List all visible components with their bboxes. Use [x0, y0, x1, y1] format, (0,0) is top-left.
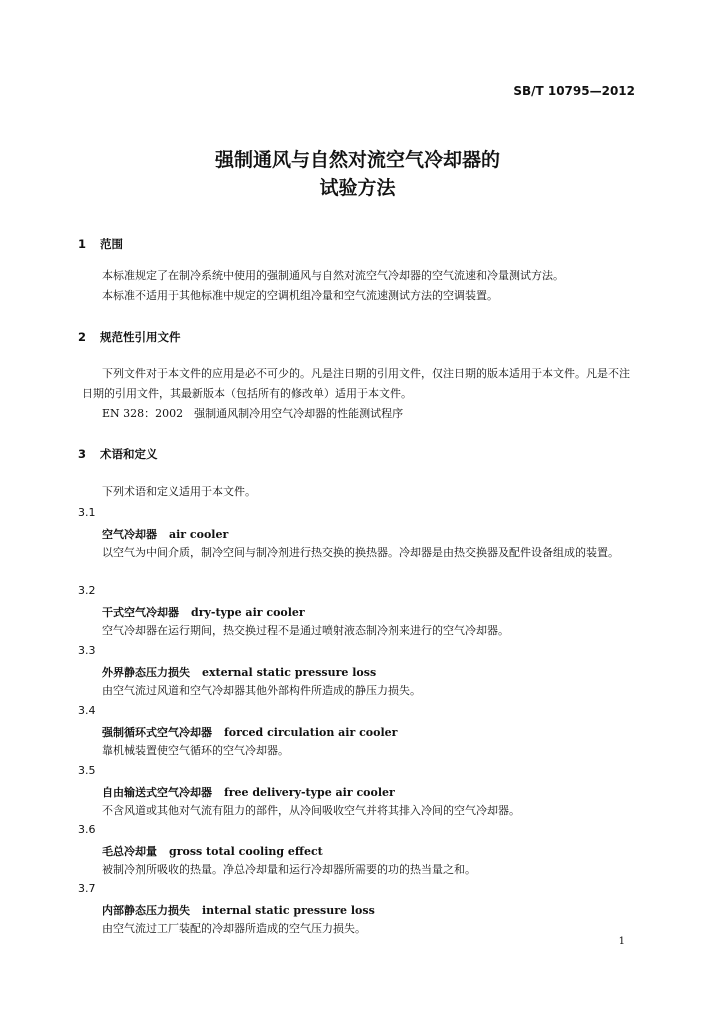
title-line-2: 试验方法: [319, 177, 396, 199]
term-heading: 外界静态压力损失 external static pressure loss: [102, 666, 377, 679]
term-heading: 干式空气冷却器 dry-type air cooler: [102, 606, 305, 619]
term-heading: 自由输送式空气冷却器 free delivery-type air cooler: [102, 786, 395, 799]
term-number: 3.4: [78, 704, 96, 717]
standard-code: SB/T 10795—2012: [513, 84, 635, 98]
section-1-heading: [78, 236, 123, 252]
section-2-heading: [78, 329, 181, 345]
term-definition: 靠机械装置使空气循环的空气冷却器。: [102, 744, 289, 757]
section-number: 3: [78, 447, 87, 461]
term-number: 3.3: [78, 644, 96, 657]
term-number: 3.7: [78, 882, 96, 895]
term-heading: 毛总冷却量 gross total cooling effect: [102, 845, 323, 858]
term-definition: 被制冷剂所吸收的热量。净总冷却量和运行冷却器所需要的功的热当量之和。: [102, 863, 476, 876]
section-3-heading: [78, 446, 158, 462]
term-number: 3.5: [78, 764, 96, 777]
term-definition: 由空气流过风道和空气冷却器其他外部构件所造成的静压力损失。: [102, 684, 421, 697]
section-2-paragraph: 下列文件对于本文件的应用是必不可少的。凡是注日期的引用文件，仅注日期的版本适用于本文件。凡是不注日期的引用文件，其最新版本（包括所有的修改单）适用于本文件。: [82, 367, 630, 400]
section-number: 2: [78, 330, 87, 344]
section-title: 规范性引用文件: [100, 330, 181, 344]
term-number: 3.2: [78, 584, 96, 597]
title-line-1: 强制通风与自然对流空气冷却器的: [214, 149, 500, 171]
term-definition: 以空气为中间介质，制冷空间与制冷剂进行热交换的换热器。冷却器是由热交换器及配件设备组成的装置。: [102, 546, 619, 559]
paragraph: 本标准规定了在制冷系统中使用的强制通风与自然对流空气冷却器的空气流速和冷量测试方法。: [102, 269, 564, 282]
document-title: [0, 146, 715, 202]
paragraph: 本标准不适用于其他标准中规定的空调机组冷量和空气流速测试方法的空调装置。: [102, 289, 498, 302]
term-heading: 内部静态压力损失 internal static pressure loss: [102, 904, 375, 917]
term-number: 3.1: [78, 506, 96, 519]
term-number: 3.6: [78, 823, 96, 836]
term-definition: 空气冷却器在运行期间，热交换过程不是通过喷射液态制冷剂来进行的空气冷却器。: [102, 624, 509, 637]
term-heading: 空气冷却器 air cooler: [102, 528, 229, 541]
section-title: 范围: [100, 237, 124, 251]
section-title: 术语和定义: [100, 447, 158, 461]
term-definition: 由空气流过工厂装配的冷却器所造成的空气压力损失。: [102, 922, 366, 935]
term-definition: 不含风道或其他对气流有阻力的部件，从冷间吸收空气并将其排入冷间的空气冷却器。: [102, 804, 520, 817]
section-1-body: [82, 266, 634, 306]
page-number: 1: [618, 936, 625, 947]
section-number: 1: [78, 237, 87, 251]
normative-reference: EN 328：2002 强制通风制冷用空气冷却器的性能测试程序: [102, 407, 404, 420]
term-heading: 强制循环式空气冷却器 forced circulation air cooler: [102, 726, 398, 739]
section-3-intro: 下列术语和定义适用于本文件。: [102, 485, 256, 498]
